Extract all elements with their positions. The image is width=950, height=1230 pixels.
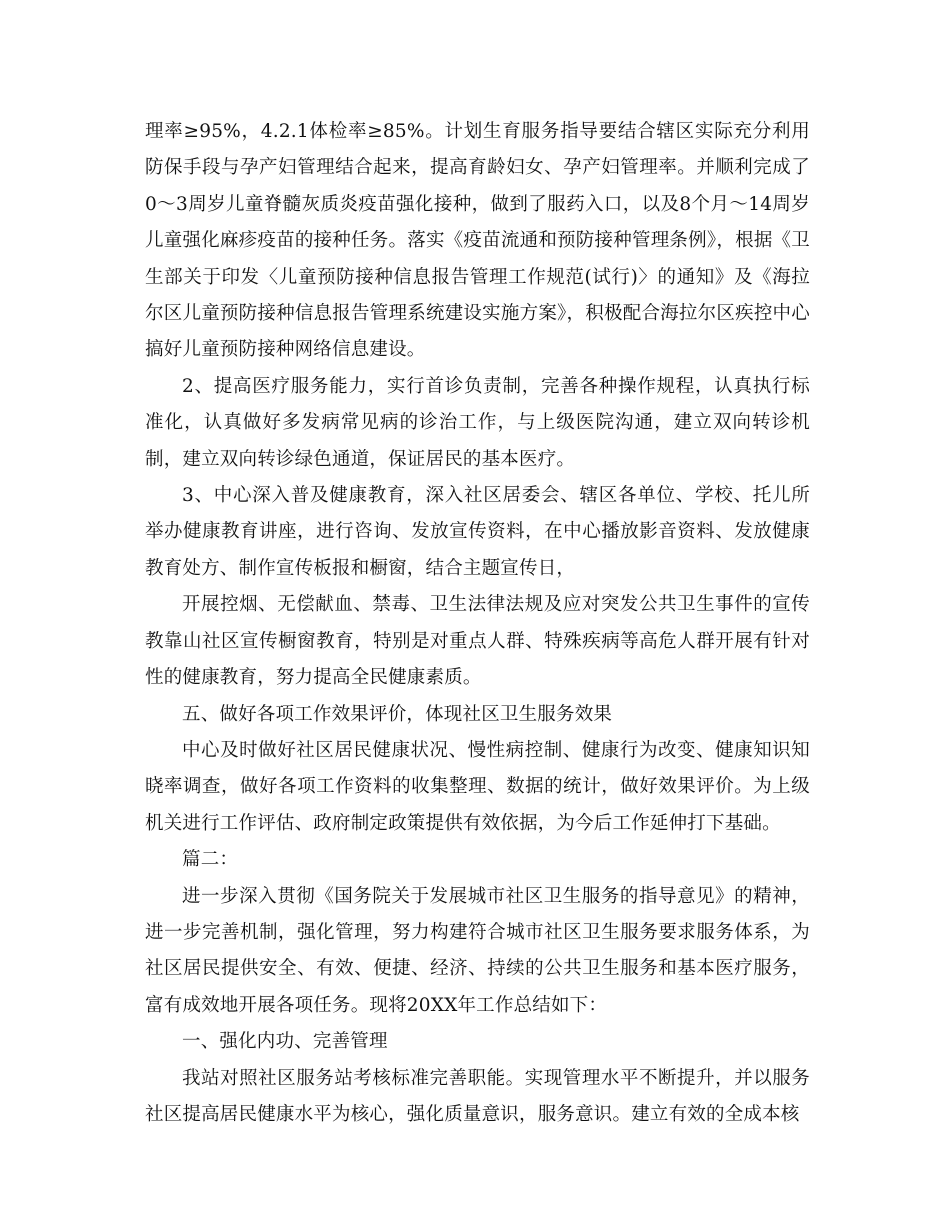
- paragraph-4: 开展控烟、无偿献血、禁毒、卫生法律法规及应对突发公共卫生事件的宣传教靠山社区宣传橱窗教育，特别是对重点人群、特殊疾病等高危人群开展有针对性的健康教育，努力提高全民健康素质。: [145, 594, 810, 689]
- paragraph-1: 理率≥95%，4.2.1体检率≥85%。计划生育服务指导要结合辖区实际充分利用防保手段与孕产妇管理结合起来，提高育龄妇女、孕产妇管理率。并顺利完成了0～3周岁儿童脊髓灰质炎疫苗强化接种，做到了服药入口，以及8个月～14周岁儿童强化麻疹疫苗的接种任务。落实《疫苗流通和预防接种管理条例》，根据《卫生部关于印发〈儿童预防接种信息报告管理工作规范(试行)〉的通知》及《海拉尔区儿童预防接种信息报告管理系统建设实施方案》，积极配合海拉尔区疾控中心搞好儿童预防接种网络信息建设。: [145, 121, 810, 361]
- document-body: [145, 114, 810, 1133]
- paragraph-2: 2、提高医疗服务能力，实行首诊负责制，完善各种操作规程，认真执行标准化，认真做好多发病常见病的诊治工作，与上级医院沟通，建立双向转诊机制，建立双向转诊绿色通道，保证居民的基本医疗。: [145, 375, 810, 470]
- section-heading-5: 五、做好各项工作效果评价，体现社区卫生服务效果: [182, 703, 613, 725]
- paragraph-6: 中心及时做好社区居民健康状况、慢性病控制、健康行为改变、健康知识知晓率调查，做好各项工作资料的收集整理、数据的统计，做好效果评价。为上级机关进行工作评估、政府制定政策提供有效依据，为今后工作延伸打下基础。: [145, 739, 810, 834]
- paragraph-3: 3、中心深入普及健康教育，深入社区居委会、辖区各单位、学校、托儿所举办健康教育讲座，进行咨询、发放宣传资料，在中心播放影音资料、发放健康教育处方、制作宣传板报和橱窗，结合主题宣传日，: [145, 485, 810, 579]
- paragraph-10: 我站对照社区服务站考核标准完善职能。实现管理水平不断提升，并以服务社区提高居民健康水平为核心，强化质量意识，服务意识。建立有效的全成本核: [145, 1067, 810, 1125]
- section-heading-1: 一、强化内功、完善管理: [182, 1031, 388, 1053]
- paragraph-8: 进一步深入贯彻《国务院关于发展城市社区卫生服务的指导意见》的精神，进一步完善机制，强化管理，努力构建符合城市社区卫生服务要求服务体系，为社区居民提供安全、有效、便捷、经济、持续的公共卫生服务和基本医疗服务，富有成效地开展各项任务。现将20XX年工作总结如下：: [145, 885, 810, 1016]
- part-two-heading: 篇二：: [182, 849, 239, 871]
